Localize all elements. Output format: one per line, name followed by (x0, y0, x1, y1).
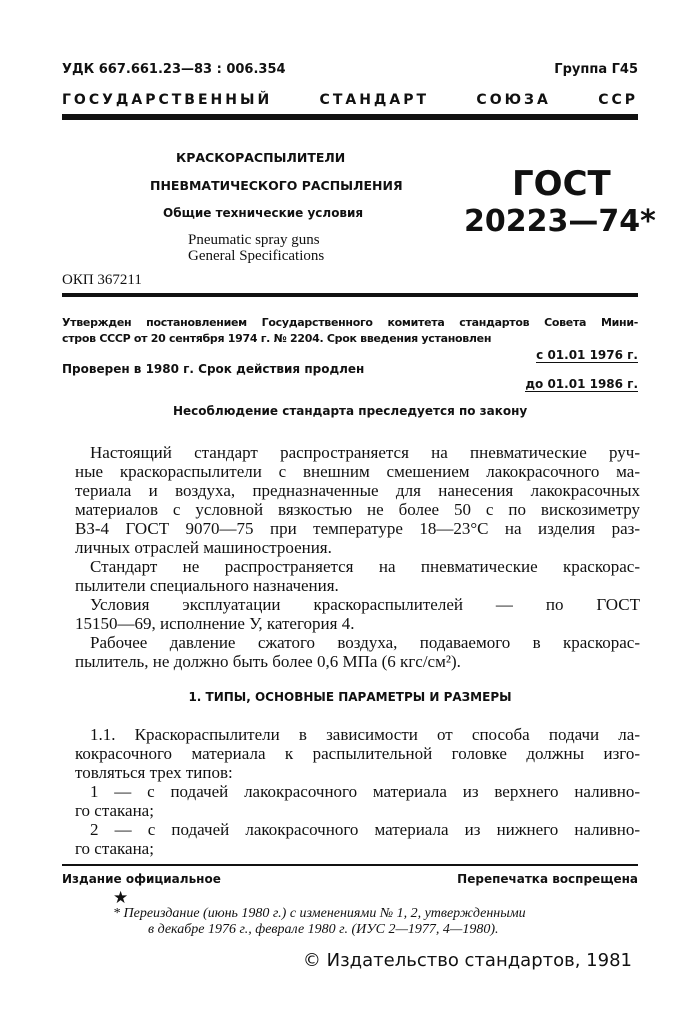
star-icon: ★ (113, 888, 129, 907)
footnote-line2: в декабре 1976 г., феврале 1980 г. (ИУС 2—1977, 4—1980). (148, 922, 499, 937)
date-to: до 01.01 1986 г. (525, 377, 638, 391)
official-edition: Издание официальное (62, 872, 221, 886)
approval-line1: Утвержден постановлением Государственного комитета стандартов Совета Мини- (62, 316, 638, 329)
title-en2: General Specifications (188, 248, 325, 264)
divider (62, 293, 638, 297)
approval-line2: стров СССР от 20 сентября 1974 г. № 2204. Срок введения установлен (62, 332, 492, 345)
title-en1: Pneumatic spray guns (188, 232, 320, 248)
checked-line: Проверен в 1980 г. Срок действия продлен (62, 362, 365, 376)
gost-number: 20223—74* (464, 204, 656, 239)
footnote-line1: * Переиздание (июнь 1980 г.) с изменениями № 1, 2, утвержденными (113, 906, 526, 921)
title-line1: КРАСКОРАСПЫЛИТЕЛИ (176, 150, 346, 165)
title-line2: ПНЕВМАТИЧЕСКОГО РАСПЫЛЕНИЯ (150, 178, 403, 193)
text-line: 1 — с подачей лакокрасочного материала из верхнего наливно- (90, 782, 640, 801)
banner: ГОСУДАРСТВЕННЫЙ СТАНДАРТ СОЮЗА ССР (62, 92, 638, 108)
text-line: пылитель, не должно быть более 0,6 МПа (6 кгс/см²). (75, 652, 461, 671)
reprint-notice: Перепечатка воспрещена (457, 872, 638, 886)
text-line: Условия эксплуатации краскораспылителей — по ГОСТ (90, 595, 640, 614)
text-line: кокрасочного материала к распылительной головке должны изго- (75, 744, 640, 763)
text-line: 2 — с подачей лакокрасочного материала из нижнего наливно- (90, 820, 640, 839)
title-line3: Общие технические условия (163, 206, 364, 220)
text-line: Настоящий стандарт распространяется на пневматические руч- (90, 443, 640, 462)
text-line: пылители специального назначения. (75, 576, 339, 595)
text-line: ные краскораспылители с внешним смешением лакокрасочного ма- (75, 462, 640, 481)
text-line: 1.1. Краскораспылители в зависимости от способа подачи ла- (90, 725, 640, 744)
copyright: © Издательство стандартов, 1981 (302, 950, 632, 971)
date-from: с 01.01 1976 г. (536, 348, 638, 362)
okp-code: ОКП 367211 (62, 272, 142, 288)
text-line: материалов с условной вязкостью не более 50 с по вискозиметру (75, 500, 640, 519)
section-heading: 1. ТИПЫ, ОСНОВНЫЕ ПАРАМЕТРЫ И РАЗМЕРЫ (188, 690, 512, 704)
text-line: товляться трех типов: (75, 763, 233, 782)
text-line: 15150—69, исполнение У, категория 4. (75, 614, 355, 633)
text-line: териала и воздуха, предназначенные для нанесения лакокрасочных (75, 481, 640, 500)
text-line: Стандарт не распространяется на пневматические краскорас- (90, 557, 640, 576)
divider (62, 114, 638, 120)
udk-code: УДК 667.661.23—83 : 006.354 (62, 62, 286, 77)
group-code: Группа Г45 (554, 62, 638, 77)
text-line: ВЗ-4 ГОСТ 9070—75 при температуре 18—23°С на изделия раз- (75, 519, 640, 538)
law-warning: Несоблюдение стандарта преследуется по закону (173, 404, 528, 418)
text-line: го стакана; (75, 801, 154, 820)
text-line: Рабочее давление сжатого воздуха, подаваемого в краскорас- (90, 633, 640, 652)
text-line: личных отраслей машиностроения. (75, 538, 332, 557)
gost-label: ГОСТ (512, 164, 611, 204)
divider (62, 864, 638, 866)
text-line: го стакана; (75, 839, 154, 858)
